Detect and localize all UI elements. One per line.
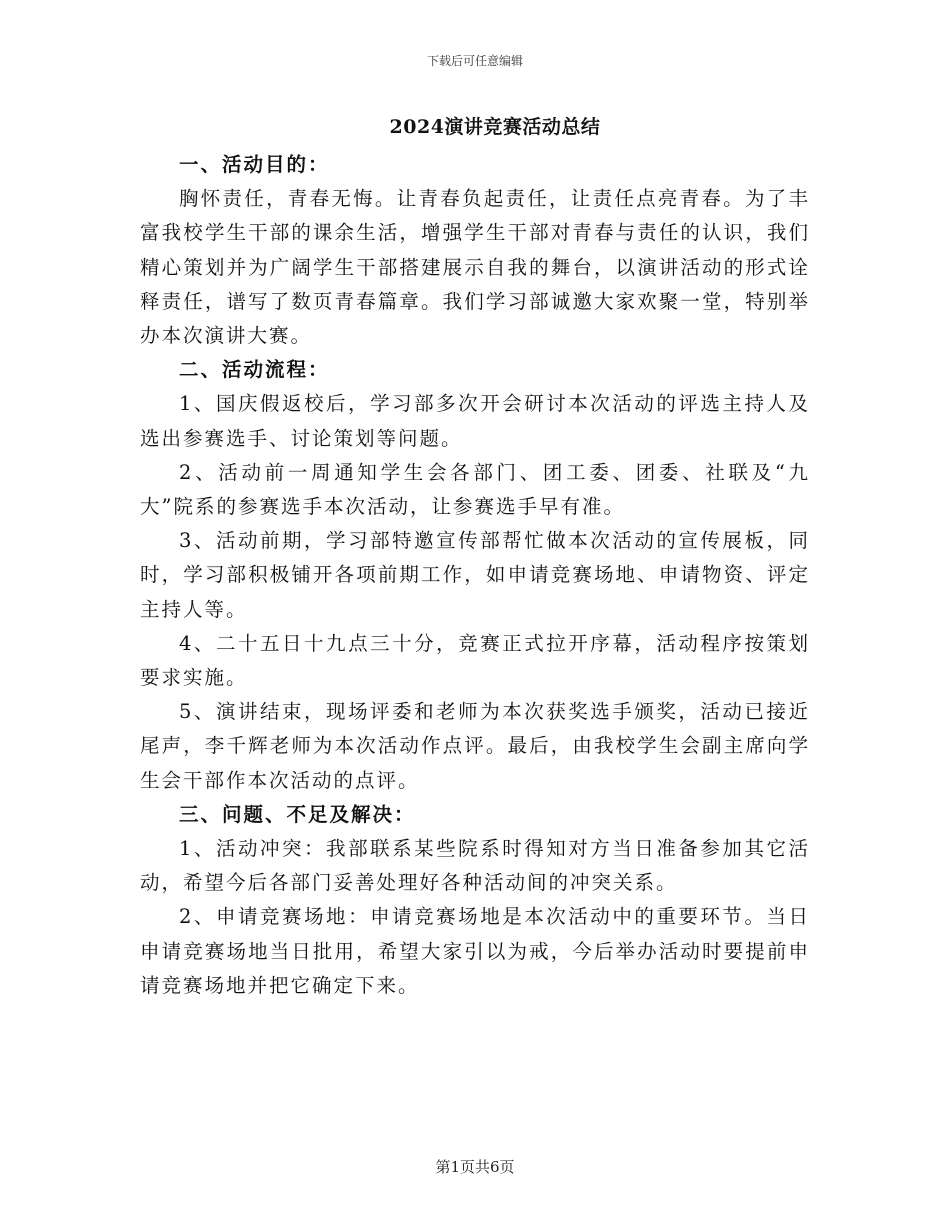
paragraph-process-3: 3、活动前期，学习部特邀宣传部帮忙做本次活动的宣传展板，同时，学习部积极铺开各项前期工作，如申请竞赛场地、申请物资、评定主持人等。: [140, 529, 810, 621]
paragraph-issue-1: 1、活动冲突：我部联系某些院系时得知对方当日准备参加其它活动，希望今后各部门妥善处理好各种活动间的冲突关系。: [140, 837, 810, 895]
paragraph-process-5: 5、演讲结束，现场评委和老师为本次获奖选手颁奖，活动已接近尾声，李千辉老师为本次活动作点评。最后，由我校学生会副主席向学生会干部作本次活动的点评。: [140, 700, 810, 792]
page-footer: 第1页共6页: [435, 1158, 515, 1176]
paragraph-issue-2: 2、申请竞赛场地：申请竞赛场地是本次活动中的重要环节。当日申请竞赛场地当日批用，希望大家引以为戒，今后举办活动时要提前申请竞赛场地并把它确定下来。: [140, 905, 810, 997]
paragraph-process-2: 2、活动前一周通知学生会各部门、团工委、团委、社联及“九大”院系的参赛选手本次活动，让参赛选手早有准。: [140, 460, 810, 519]
paragraph-process-1: 1、国庆假返校后，学习部多次开会研讨本次活动的评选主持人及选出参赛选手、讨论策划等问题。: [140, 392, 810, 450]
section-heading-process: 二、活动流程：: [179, 358, 330, 382]
header-note: 下载后可任意编辑: [426, 54, 523, 68]
paragraph-purpose: 胸怀责任，青春无悔。让青春负起责任，让责任点亮青春。为了丰富我校学生干部的课余生活，增强学生干部对青春与责任的认识，我们精心策划并为广阔学生干部搭建展示自我的舞台，以演讲活动的形式诠释责任，谱写了数页青春篇章。我们学习部诚邀大家欢聚一堂，特别举办本次演讲大赛。: [140, 187, 810, 348]
section-heading-purpose: 一、活动目的：: [179, 153, 330, 176]
section-heading-issues: 三、问题、不足及解决：: [179, 802, 416, 826]
document-title: 2024演讲竞赛活动总结: [389, 116, 601, 138]
document-body: [140, 148, 810, 1003]
paragraph-process-4: 4、二十五日十九点三十分，竞赛正式拉开序幕，活动程序按策划要求实施。: [140, 631, 810, 690]
